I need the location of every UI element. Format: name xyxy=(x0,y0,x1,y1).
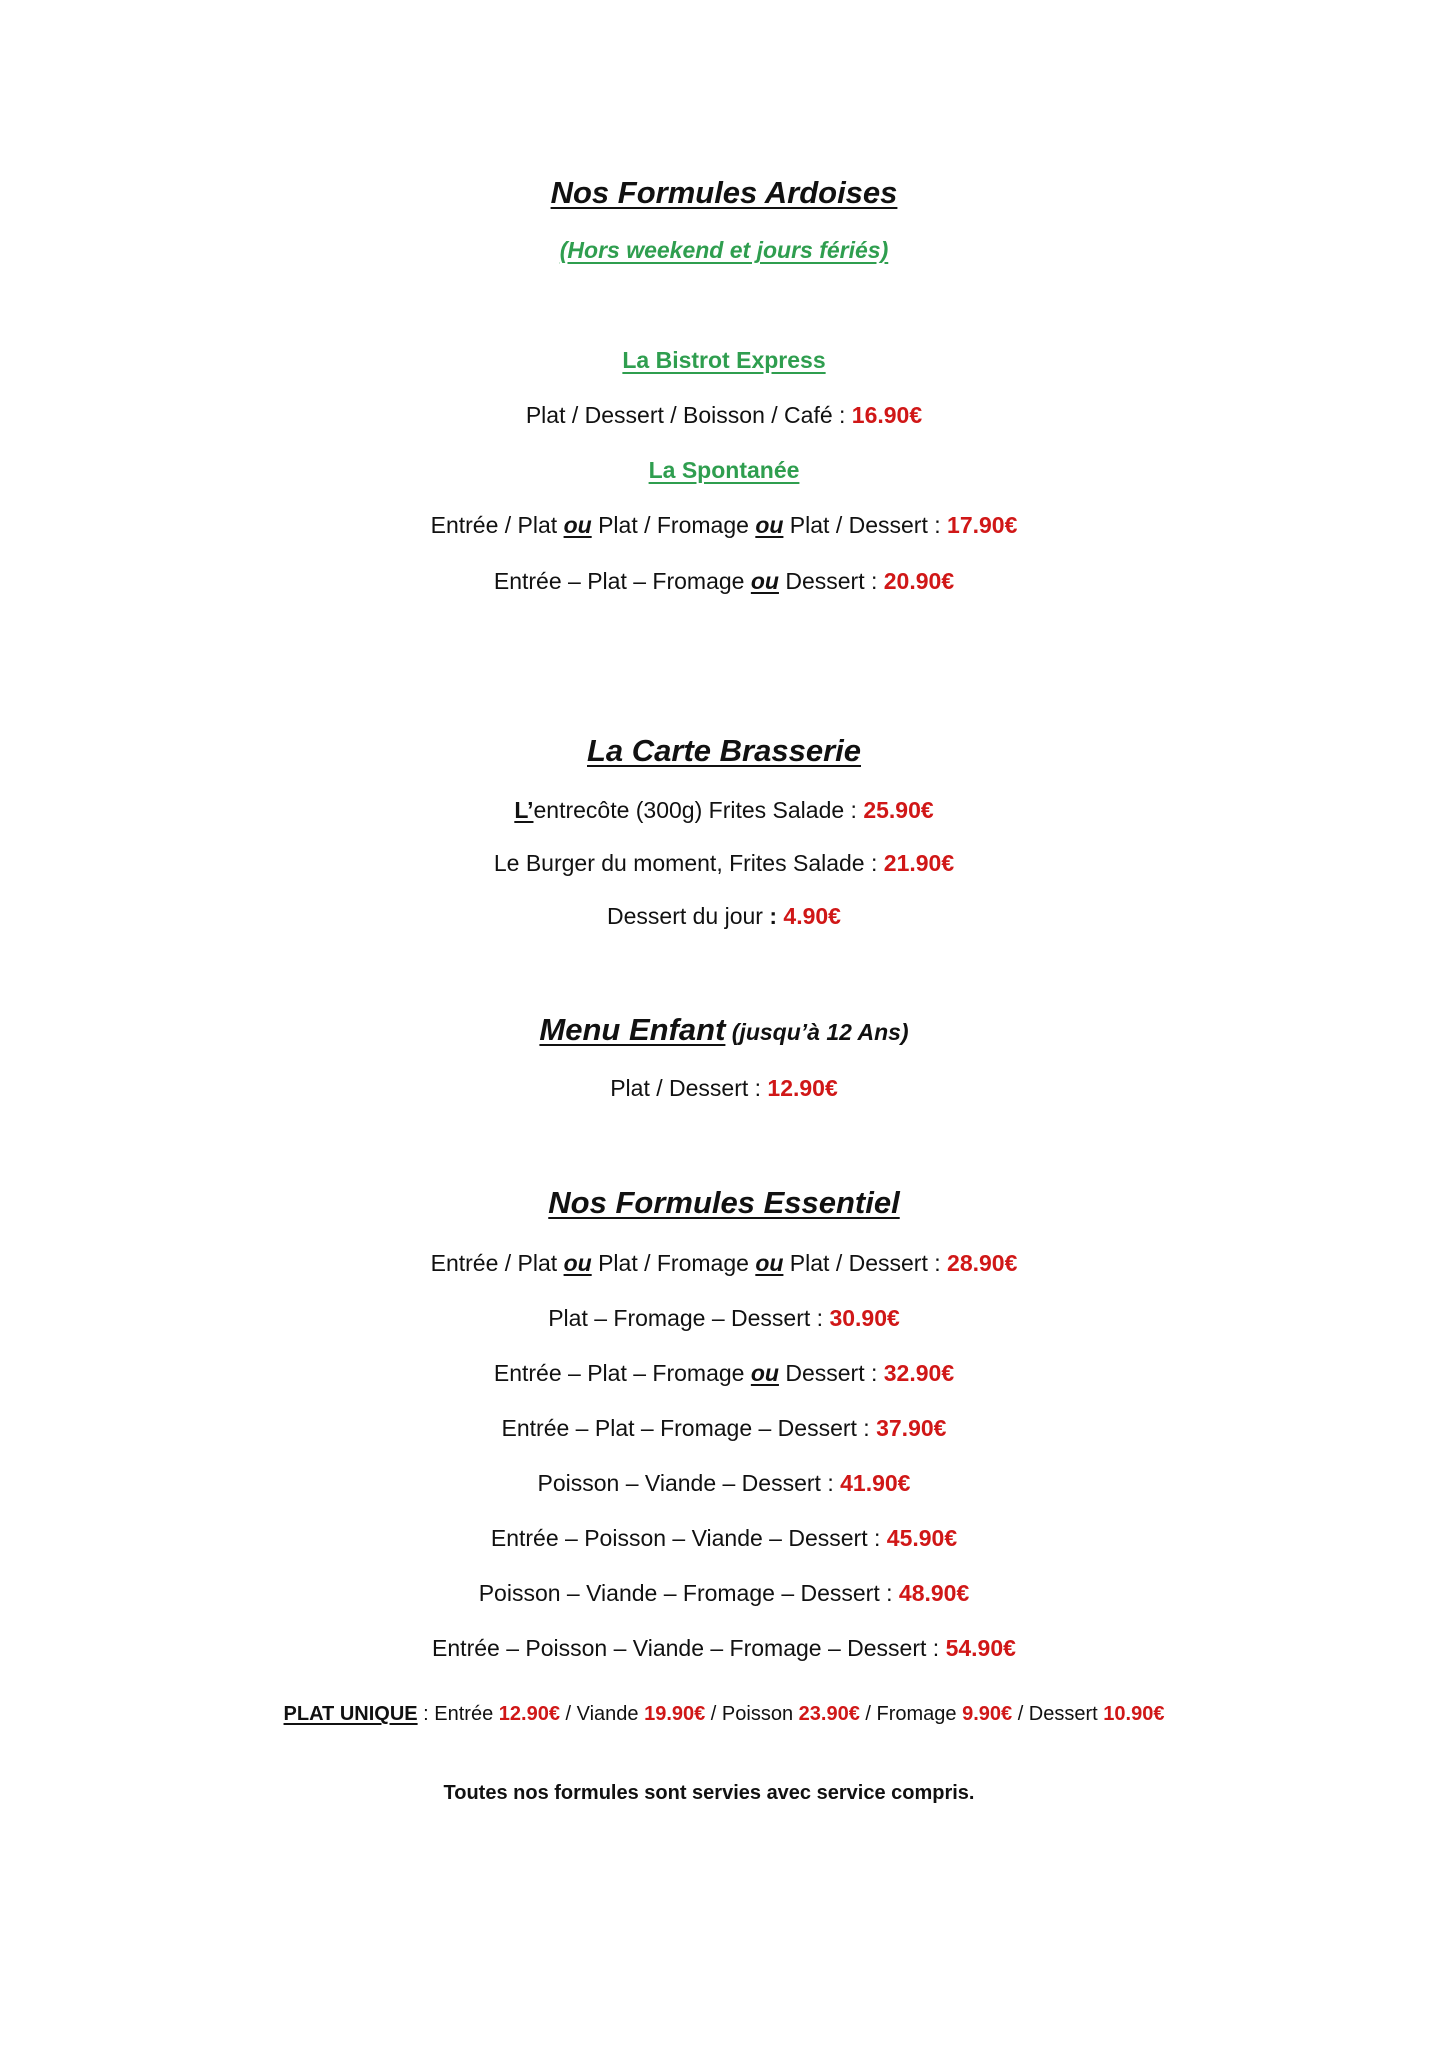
menu-line-text: : Entrée xyxy=(417,1703,499,1725)
ou-connector: ou xyxy=(750,568,779,594)
menu-line-text: Entrée / Plat xyxy=(430,512,564,538)
plat-unique-line xyxy=(0,1703,1448,1726)
menu-line-text: / Fromage xyxy=(859,1703,963,1725)
enfant-age: (jusqu’à 12 Ans) xyxy=(725,1019,909,1045)
brasserie-title-text: La Carte Brasserie xyxy=(587,733,861,768)
essentiel-title-text: Nos Formules Essentiel xyxy=(548,1185,900,1220)
menu-line-text: Dessert du jour xyxy=(607,903,770,929)
price: 28.90€ xyxy=(947,1250,1018,1276)
brasserie-title xyxy=(0,733,1448,769)
menu-line-text: Plat / Dessert : xyxy=(783,512,948,538)
brasserie-burger xyxy=(0,850,1448,877)
essentiel-line-7 xyxy=(0,1580,1448,1607)
menu-line-text: Plat / Dessert / Boisson / Café : xyxy=(525,402,852,428)
menu-line-text: Entrée – Plat – Fromage xyxy=(493,568,751,594)
menu-line-text: Plat / Fromage xyxy=(591,1250,756,1276)
essentiel-title xyxy=(0,1185,1448,1221)
ou-connector: ou xyxy=(563,512,592,538)
bistrot-express-heading-text: La Bistrot Express xyxy=(622,347,826,373)
essentiel-line-5 xyxy=(0,1470,1448,1497)
price: 20.90€ xyxy=(883,568,955,594)
menu-line-text: Plat / Dessert : xyxy=(783,1250,948,1276)
price: 12.90€ xyxy=(498,1703,560,1725)
spontanee-line-2 xyxy=(0,568,1448,595)
menu-line-text: / Poisson xyxy=(705,1703,799,1725)
price: 9.90€ xyxy=(962,1703,1013,1725)
essentiel-line-6 xyxy=(0,1525,1448,1552)
essentiel-line-8 xyxy=(0,1635,1448,1662)
menu-line-text: Entrée – Poisson – Viande – Dessert : xyxy=(490,1525,887,1551)
footer-note xyxy=(0,1782,1433,1805)
ardoises-title-text: Nos Formules Ardoises xyxy=(550,175,898,210)
ou-connector: ou xyxy=(750,1360,779,1386)
spontanee-line-1 xyxy=(0,512,1448,539)
menu-line-text: Entrée – Poisson – Viande – Fromage – Dessert : xyxy=(432,1635,946,1661)
ou-connector: ou xyxy=(755,1250,784,1276)
spontanee-heading xyxy=(0,457,1448,484)
brasserie-entrecote xyxy=(0,797,1448,824)
essentiel-line-3 xyxy=(0,1360,1448,1387)
price: 25.90€ xyxy=(863,797,934,823)
menu-line-text: Poisson – Viande – Dessert : xyxy=(537,1470,841,1496)
footer-note-text: Toutes nos formules sont servies avec service compris. xyxy=(443,1782,975,1804)
menu-line-text: Dessert : xyxy=(778,568,884,594)
menu-line-text: Poisson – Viande – Fromage – Dessert : xyxy=(478,1580,899,1606)
menu-line-text: Plat / Dessert : xyxy=(610,1075,768,1101)
menu-line-text: Dessert : xyxy=(778,1360,884,1386)
price: 19.90€ xyxy=(644,1703,706,1725)
plat-unique-label: PLAT UNIQUE xyxy=(283,1703,418,1725)
essentiel-line-4 xyxy=(0,1415,1448,1442)
bistrot-express-line xyxy=(0,402,1448,429)
entrecote-prefix: L’ xyxy=(514,797,534,823)
ou-connector: ou xyxy=(755,512,784,538)
price: 4.90€ xyxy=(783,903,841,929)
menu-line-text: / Viande xyxy=(559,1703,645,1725)
price: 16.90€ xyxy=(851,402,923,428)
essentiel-line-2 xyxy=(0,1305,1448,1332)
enfant-title-text: Menu Enfant xyxy=(539,1012,726,1047)
price: 41.90€ xyxy=(840,1470,911,1496)
menu-line-text: Plat / Fromage xyxy=(591,512,756,538)
menu-line-text: Le Burger du moment, Frites Salade : xyxy=(493,850,884,876)
menu-line-text: Plat – Fromage – Dessert : xyxy=(548,1305,830,1331)
enfant-line xyxy=(0,1075,1448,1102)
price: 45.90€ xyxy=(886,1525,958,1551)
ardoises-subtitle xyxy=(0,237,1448,264)
colon: : xyxy=(769,903,784,929)
brasserie-dessert xyxy=(0,903,1448,930)
price: 48.90€ xyxy=(898,1580,970,1606)
price: 32.90€ xyxy=(883,1360,955,1386)
ou-connector: ou xyxy=(563,1250,592,1276)
menu-line-text: Entrée – Plat – Fromage xyxy=(493,1360,751,1386)
price: 54.90€ xyxy=(945,1635,1016,1661)
price: 12.90€ xyxy=(767,1075,838,1101)
menu-line-text: Entrée / Plat xyxy=(430,1250,564,1276)
menu-line-text: Entrée – Plat – Fromage – Dessert : xyxy=(501,1415,877,1441)
price: 30.90€ xyxy=(829,1305,900,1331)
price: 37.90€ xyxy=(876,1415,947,1441)
ardoises-title xyxy=(0,175,1448,211)
spontanee-heading-text: La Spontanée xyxy=(648,457,800,483)
essentiel-line-1 xyxy=(0,1250,1448,1277)
bistrot-express-heading xyxy=(0,347,1448,374)
ardoises-subtitle-text: (Hors weekend et jours fériés) xyxy=(559,237,889,263)
menu-line-text: / Dessert xyxy=(1012,1703,1104,1725)
price: 21.90€ xyxy=(883,850,955,876)
enfant-title xyxy=(0,1012,1448,1048)
menu-line-text: entrecôte (300g) Frites Salade : xyxy=(533,797,864,823)
price: 23.90€ xyxy=(798,1703,860,1725)
price: 17.90€ xyxy=(947,512,1018,538)
price: 10.90€ xyxy=(1103,1703,1165,1725)
